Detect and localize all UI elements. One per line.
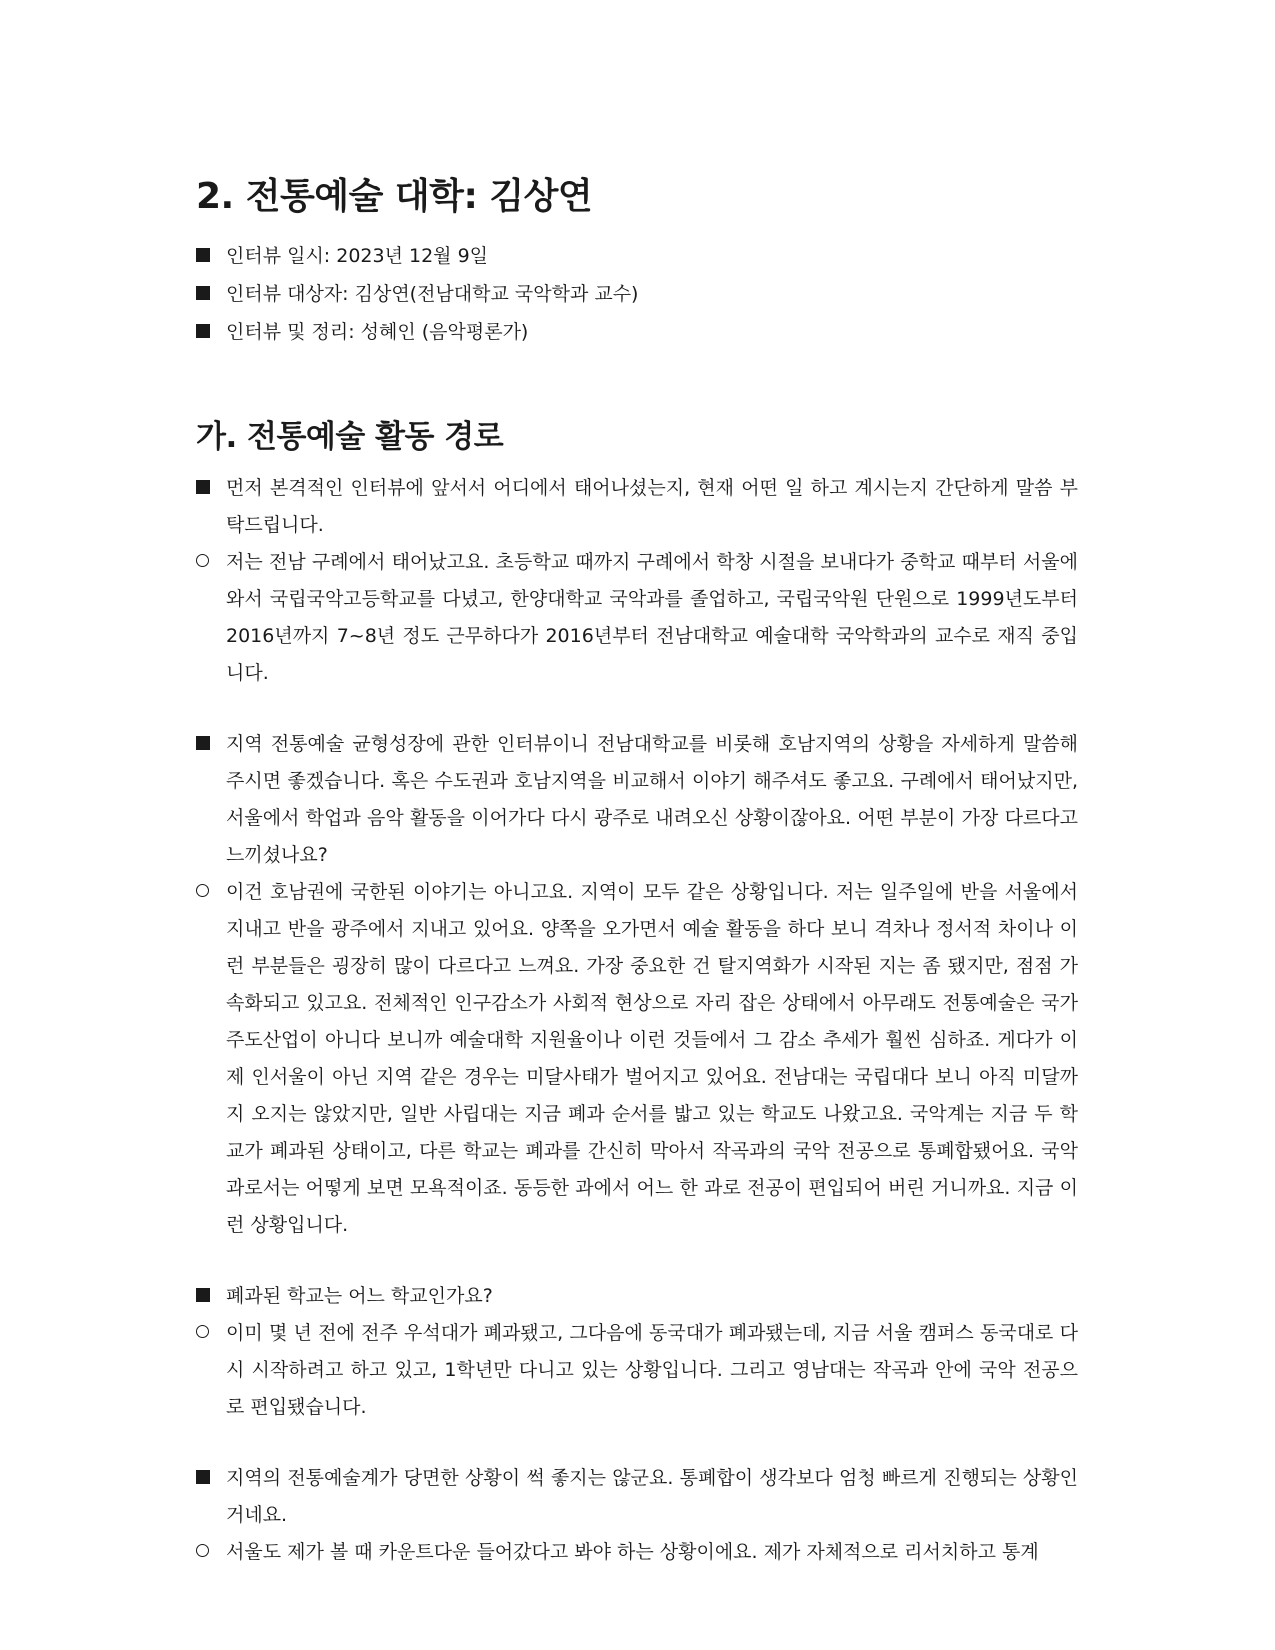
square-bullet-icon: [196, 726, 226, 874]
answer-paragraph: [196, 544, 1078, 692]
square-bullet-icon: [196, 237, 226, 275]
question-paragraph: [196, 1460, 1078, 1534]
square-bullet-icon: [196, 313, 226, 351]
meta-item-interviewer: [196, 313, 1078, 351]
meta-text: 인터뷰 일시: 2023년 12월 9일: [226, 245, 489, 267]
circle-bullet-icon: [196, 874, 226, 1244]
question-paragraph: [196, 726, 1078, 874]
square-bullet-icon: [196, 1460, 226, 1534]
subsection-title: 가. 전통예술 활동 경로: [196, 419, 504, 455]
document-page: [196, 168, 1078, 1571]
answer-paragraph: [196, 874, 1078, 1244]
answer-text: 서울도 제가 볼 때 카운트다운 들어갔다고 봐야 하는 상황이에요. 제가 자체적으로 리서치하고 통계: [226, 1541, 1039, 1563]
answer-paragraph: [196, 1534, 1078, 1571]
section-title: 2. 전통예술 대학: 김상연: [196, 176, 593, 217]
answer-paragraph: [196, 1315, 1078, 1426]
question-text: 폐과된 학교는 어느 학교인가요?: [226, 1285, 493, 1307]
meta-text: 인터뷰 및 정리: 성혜인 (음악평론가): [226, 321, 529, 343]
question-text: 지역의 전통예술계가 당면한 상황이 썩 좋지는 않군요. 통폐합이 생각보다 엄청 빠르게 진행되는 상황인 거네요.: [226, 1467, 1078, 1526]
question-text: 지역 전통예술 균형성장에 관한 인터뷰이니 전남대학교를 비롯해 호남지역의 상황을 자세하게 말씀해 주시면 좋겠습니다. 혹은 수도권과 호남지역을 비교해서 이야기 해주셔도 좋고요. 구례에서 태어났지만, 서울에서 학업과 음악 활동을 이어가다 다시 광주로 내려오신 상황이잖아요. 어떤 부분이 가장 다르다고 느끼셨나요?: [226, 733, 1078, 866]
square-bullet-icon: [196, 275, 226, 313]
meta-item-date: [196, 237, 1078, 275]
question-paragraph: [196, 1278, 1078, 1315]
meta-item-interviewee: [196, 275, 1078, 313]
square-bullet-icon: [196, 1278, 226, 1315]
question-text: 먼저 본격적인 인터뷰에 앞서서 어디에서 태어나셨는지, 현재 어떤 일 하고 계시는지 간단하게 말씀 부탁드립니다.: [226, 477, 1078, 536]
interview-meta-list: [196, 237, 1078, 351]
square-bullet-icon: [196, 470, 226, 544]
answer-text: 저는 전남 구례에서 태어났고요. 초등학교 때까지 구례에서 학창 시절을 보내다가 중학교 때부터 서울에 와서 국립국악고등학교를 다녔고, 한양대학교 국악과를 졸업하고, 국립국악원 단원으로 1999년도부터 2016년까지 7~8년 정도 근무하다가 2016년부터 전남대학교 예술대학 국악학과의 교수로 재직 중입니다.: [226, 551, 1078, 684]
answer-text: 이미 몇 년 전에 전주 우석대가 폐과됐고, 그다음에 동국대가 폐과됐는데, 지금 서울 캠퍼스 동국대로 다시 시작하려고 하고 있고, 1학년만 다니고 있는 상황입니다. 그리고 영남대는 작곡과 안에 국악 전공으로 편입됐습니다.: [226, 1322, 1078, 1418]
circle-bullet-icon: [196, 1315, 226, 1426]
circle-bullet-icon: [196, 544, 226, 692]
answer-text: 이건 호남권에 국한된 이야기는 아니고요. 지역이 모두 같은 상황입니다. 저는 일주일에 반을 서울에서 지내고 반을 광주에서 지내고 있어요. 양쪽을 오가면서 예술 활동을 하다 보니 격차나 정서적 차이나 이런 부분들은 굉장히 많이 다르다고 느껴요. 가장 중요한 건 탈지역화가 시작된 지는 좀 됐지만, 점점 가속화되고 있고요. 전체적인 인구감소가 사회적 현상으로 자리 잡은 상태에서 아무래도 전통예술은 국가 주도산업이 아니다 보니까 예술대학 지원율이나 이런 것들에서 그 감소 추세가 훨씬 심하죠. 게다가 이제 인서울이 아닌 지역 같은 경우는 미달사태가 벌어지고 있어요. 전남대는 국립대다 보니 아직 미달까지 오지는 않았지만, 일반 사립대는 지금 폐과 순서를 밟고 있는 학교도 나왔고요. 국악계는 지금 두 학교가 폐과된 상태이고, 다른 학교는 폐과를 간신히 막아서 작곡과의 국악 전공으로 통폐합됐어요. 국악과로서는 어떻게 보면 모욕적이죠. 동등한 과에서 어느 한 과로 전공이 편입되어 버린 거니까요. 지금 이런 상황입니다.: [226, 881, 1078, 1236]
question-paragraph: [196, 470, 1078, 544]
circle-bullet-icon: [196, 1534, 226, 1571]
meta-text: 인터뷰 대상자: 김상연(전남대학교 국악학과 교수): [226, 283, 639, 305]
